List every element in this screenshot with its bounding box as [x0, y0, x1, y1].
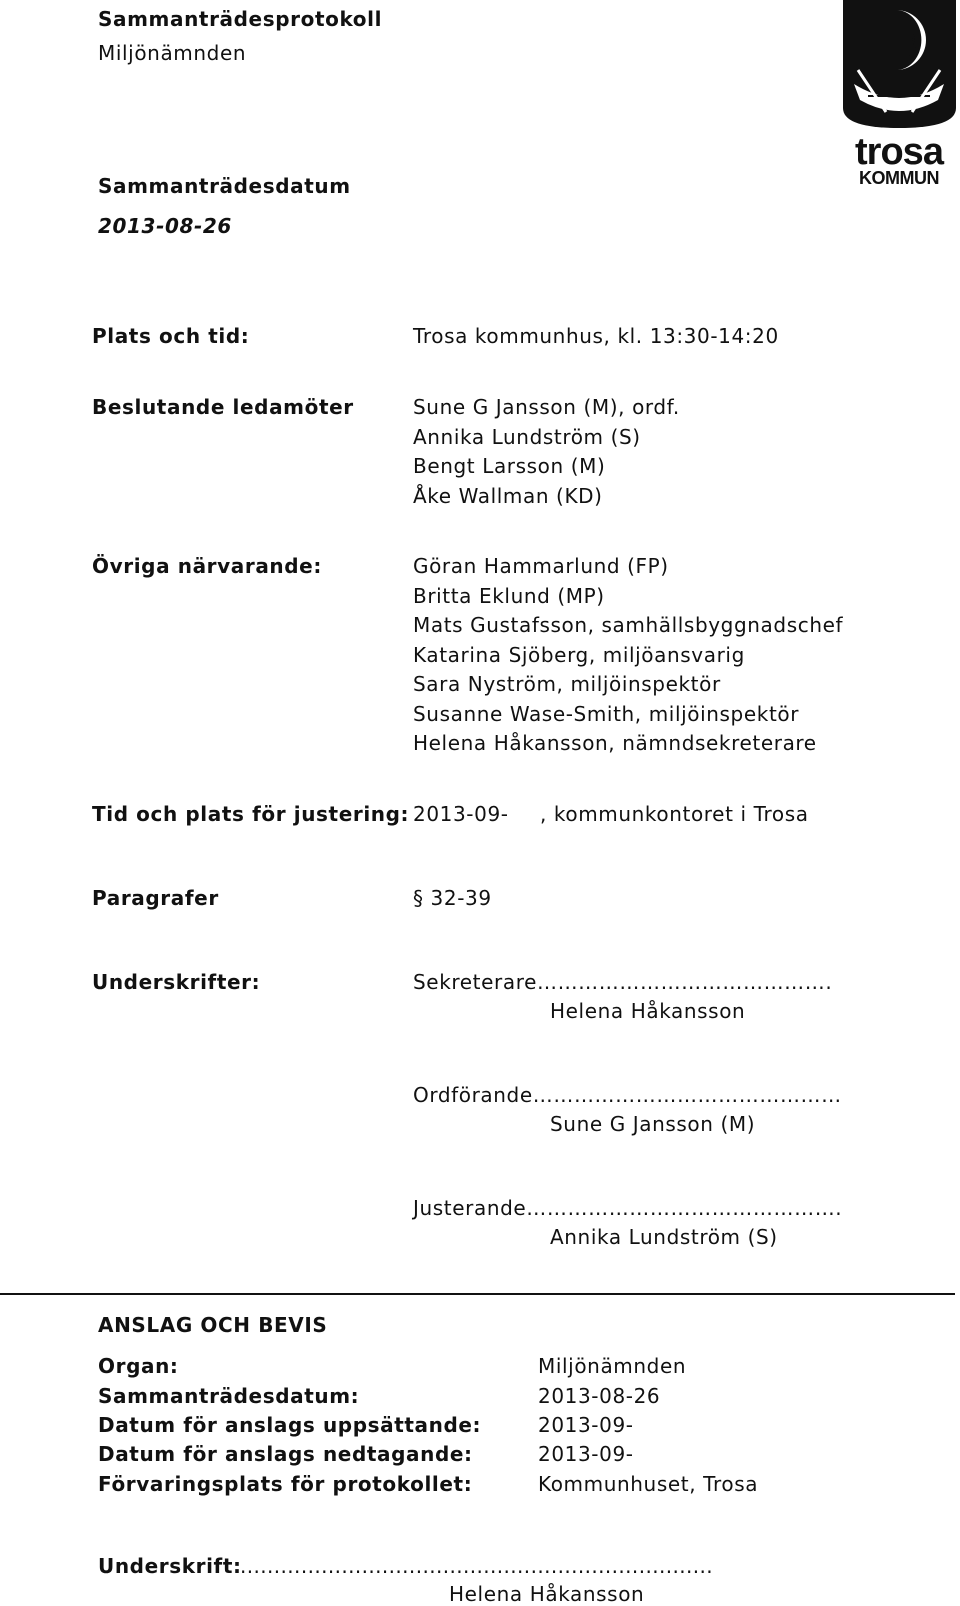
committee-name: Miljönämnden [98, 41, 247, 65]
chair-signature-line: Ordförande……………………………………… [413, 1083, 842, 1107]
member-item: Annika Lundström (S) [413, 424, 641, 449]
adjuster-signature-line: Justerande………………………………………. [413, 1196, 843, 1220]
adjustment-date: 2013-09- [413, 802, 509, 826]
attendee-item: Susanne Wase-Smith, miljöinspektör [413, 701, 800, 726]
section-divider [0, 1293, 955, 1295]
adjuster-name: Annika Lundström (S) [550, 1225, 778, 1249]
paragraphs-value: § 32-39 [413, 886, 492, 910]
notice-signature-label: Underskrift: [98, 1554, 242, 1578]
member-item: Bengt Larsson (M) [413, 454, 606, 478]
logo-wordmark: trosa [855, 131, 943, 173]
notice-row-value: Kommunhuset, Trosa [538, 1472, 759, 1496]
attendee-item: Sara Nyström, miljöinspektör [413, 672, 721, 696]
trosa-kommun-logo [838, 0, 960, 190]
attendee-item: Katarina Sjöberg, miljöansvarig [413, 642, 745, 667]
notice-heading: ANSLAG OCH BEVIS [98, 1313, 328, 1337]
notice-row-label: Sammanträdesdatum: [98, 1384, 360, 1408]
members-label: Beslutande ledamöter [92, 395, 354, 419]
others-label: Övriga närvarande: [92, 554, 322, 578]
notice-row-label: Förvaringsplats för protokollet: [98, 1472, 473, 1496]
member-item: Sune G Jansson (M), ordf. [413, 395, 680, 419]
secretary-name: Helena Håkansson [550, 999, 746, 1023]
notice-row-value: 2013-09- [538, 1413, 634, 1437]
meeting-date-value: 2013-08-26 [98, 214, 232, 238]
meeting-date-label: Sammanträdesdatum [98, 174, 351, 198]
member-item: Åke Wallman (KD) [413, 483, 603, 508]
place-time-value: Trosa kommunhus, kl. 13:30-14:20 [413, 324, 779, 348]
notice-row-label: Datum för anslags nedtagande: [98, 1442, 473, 1466]
notice-signature-line: ...................................................................... [240, 1554, 714, 1578]
attendee-item: Britta Eklund (MP) [413, 583, 605, 608]
place-time-label: Plats och tid: [92, 324, 250, 348]
document-type: Sammanträdesprotokoll [98, 7, 383, 31]
paragraphs-label: Paragrafer [92, 886, 219, 910]
chair-name: Sune G Jansson (M) [550, 1112, 756, 1136]
notice-row-value: Miljönämnden [538, 1354, 687, 1378]
signatures-label: Underskrifter: [92, 970, 261, 994]
notice-row-label: Organ: [98, 1354, 179, 1378]
notice-row-value: 2013-08-26 [538, 1384, 661, 1408]
notice-row-label: Datum för anslags uppsättande: [98, 1413, 482, 1437]
members-list [413, 393, 680, 511]
attendee-item: Helena Håkansson, nämndsekreterare [413, 731, 817, 755]
notice-row-value: 2013-09- [538, 1442, 634, 1466]
attendee-item: Mats Gustafsson, samhällsbyggnadschef [413, 613, 844, 637]
logo-subtext: KOMMUN [859, 168, 939, 188]
attendee-item: Göran Hammarlund (FP) [413, 554, 669, 578]
secretary-signature-line: Sekreterare……………………………………. [413, 970, 833, 994]
adjustment-label: Tid och plats för justering: [92, 802, 410, 826]
adjustment-place: , kommunkontoret i Trosa [540, 802, 809, 826]
notice-signature-name: Helena Håkansson [449, 1582, 645, 1606]
others-list [413, 552, 843, 759]
